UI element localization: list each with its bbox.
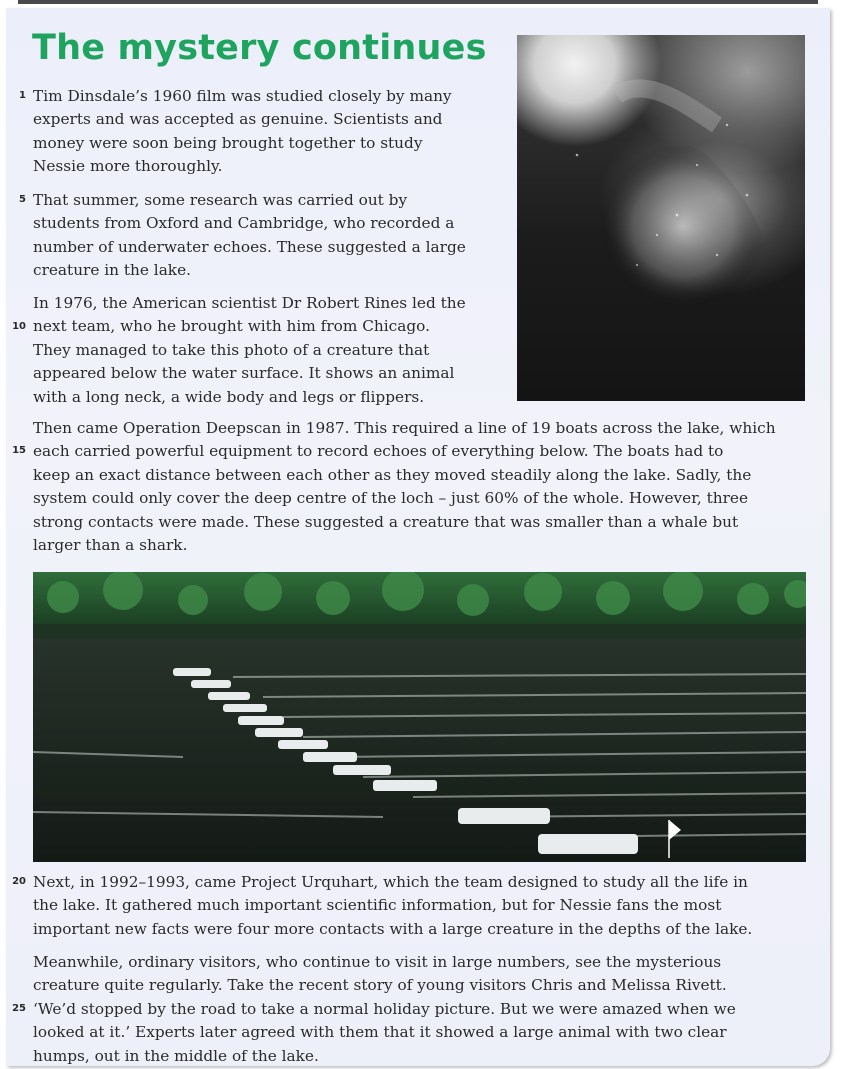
text-line: Meanwhile, ordinary visitors, who continue to visit in large numbers, see the mysterious [33,953,722,971]
line-number-25: 25 [12,1003,26,1014]
text-line: number of underwater echoes. These suggested a large [33,237,466,256]
text-line: ‘We’d stopped by the road to take a normal holiday picture. But we were amazed when we [33,999,736,1018]
text-line: They managed to take this photo of a creature that [33,340,430,359]
text-line: next team, who he brought with him from Chicago. [33,317,430,336]
text-line: students from Oxford and Cambridge, who recorded a [33,214,455,233]
text-line: appeared below the water surface. It shows an animal [33,364,455,383]
page-title: The mystery continues [32,28,487,68]
text-line: each carried powerful equipment to record echoes of everything below. The boats had to [33,442,724,461]
text-line: looked at it.’ Experts later agreed with them that it showed a large animal with two clear [33,1023,727,1042]
line-number-10: 10 [12,321,26,332]
text-line: important new facts were four more contacts with a large creature in the depths of the lake. [33,919,753,938]
text-line: larger than a shark. [33,536,188,555]
text-line: humps, out in the middle of the lake. [33,1046,319,1065]
text-line: strong contacts were made. These suggested a creature that was smaller than a whale but [33,512,739,531]
text-line: the lake. It gathered much important scientific information, but for Nessie fans the most [33,896,722,915]
text-line: system could only cover the deep centre of the loch – just 60% of the whole. However, three [33,489,748,508]
text-line: keep an exact distance between each other as they moved steadily along the lake. Sadly, the [33,465,752,484]
text-line: money were soon being brought together to study [33,133,423,152]
line-number-5: 5 [19,194,26,205]
paragraph-4 [33,417,823,557]
text-line: Next, in 1992–1993, came Project Urquhart, which the team designed to study all the life in [33,873,748,891]
text-line: Tim Dinsdale’s 1960 film was studied closely by many [33,87,452,105]
deepscan-boats-photo [33,572,806,862]
text-line: In 1976, the American scientist Dr Robert Rines led the [33,294,466,312]
boats-photo-graphic [33,572,806,862]
paragraph-6 [33,951,823,1068]
paragraph-5 [33,871,823,941]
line-number-20: 20 [12,876,26,887]
line-number-1: 1 [19,90,26,101]
line-number-15: 15 [12,445,26,456]
top-border [18,0,818,4]
text-line: creature in the lake. [33,261,191,280]
text-line: experts and was accepted as genuine. Scientists and [33,110,443,129]
text-line: That summer, some research was carried out by [33,191,408,209]
nessie-photo-graphic [517,35,805,401]
text-line: with a long neck, a wide body and legs or flippers. [33,387,425,406]
paragraph-3 [33,292,511,409]
text-line: Then came Operation Deepscan in 1987. This required a line of 19 boats across the lake, which [33,419,776,437]
nessie-underwater-photo [517,35,805,401]
textbook-page [6,8,830,1066]
text-line: Nessie more thoroughly. [33,157,223,176]
text-line: creature quite regularly. Take the recent story of young visitors Chris and Melissa Rivett. [33,976,727,995]
paragraph-2 [33,189,503,283]
paragraph-1 [33,85,503,179]
